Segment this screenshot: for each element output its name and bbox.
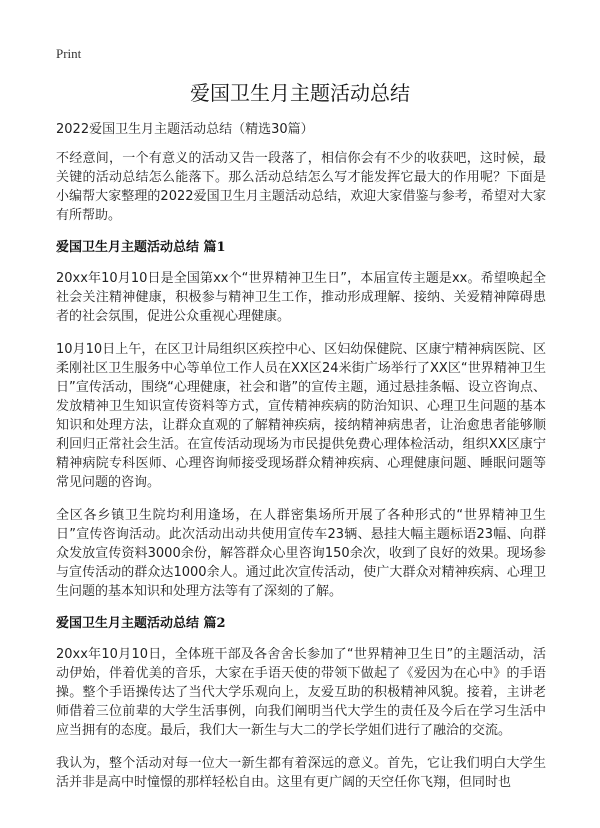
document-body [56, 121, 546, 806]
section-paragraph: 10月10日上午，在区卫计局组织区疾控中心、区妇幼保健院、区康宁精神病医院、区柔刚社区卫生服务中心等单位工作人员在XX区24米街广场举行了XX区“世界精神卫生日”宣传活动，围绕“心理健康，社会和谐”的宣传主题，通过悬挂条幅、设立咨询点、发放精神卫生知识宣传资料等方式，宣传精神疾病的防治知识、心理卫生问题的基本知识和处理方法，让群众直观的了解精神疾病，接纳精神病患者，让治愈患者能够顺利回归正常社会生活。在宣传活动现场为市民提供免费心理体检活动，组织XX区康宁精神病院专科医师、心理咨询师接受现场群众精神疾病、心理健康问题、睡眠问题等常见问题的咨询。 [56, 342, 546, 490]
section-paragraph: 全区各乡镇卫生院均利用逢场，在人群密集场所开展了各种形式的“世界精神卫生日”宣传咨询活动。此次活动出动共使用宣传车23辆、悬挂大幅主题标语23幅、向群众发放宣传资料3000余份，解答群众心里咨询150余次，收到了良好的效果。现场参与宣传活动的群众达1000余人。通过此次宣传活动，使广大群众对精神疾病、心理卫生问题的基本知识和处理方法等有了深刻的了解。 [56, 508, 546, 599]
document-title: 爱国卫生月主题活动总结 [190, 81, 410, 105]
intro-paragraph: 不经意间，一个有意义的活动又告一段落了，相信你会有不少的收获吧，这时候，最关键的活动总结怎么能落下。那么活动总结怎么写才能发挥它最大的作用呢？下面是小编帮大家整理的2022爱国卫生月主题活动总结，欢迎大家借鉴与参考，希望对大家有所帮助。 [56, 151, 546, 223]
document-subtitle: 2022爱国卫生月主题活动总结（精选30篇） [56, 122, 314, 137]
print-link[interactable]: Print [56, 46, 82, 61]
section-2 [56, 615, 546, 792]
section-paragraph: 我认为，整个活动对每一位大一新生都有着深远的意义。首先，它让我们明白大学生活并非是高中时憧憬的那样轻松自由。这里有更广阔的天空任你飞翔，但同时也 [56, 756, 546, 790]
section-1 [56, 239, 546, 601]
section-heading: 爱国卫生月主题活动总结 篇2 [56, 616, 226, 631]
section-paragraph: 20xx年10月10日是全国第xx个“世界精神卫生日”，本届宣传主题是xx。希望唤起全社会关注精神健康，积极参与精神卫生工作，推动形成理解、接纳、关爱精神障碍患者的社会氛围，促进公众重视心理健康。 [56, 271, 546, 324]
section-heading: 爱国卫生月主题活动总结 篇1 [56, 240, 226, 255]
section-paragraph: 20xx年10月10日，全体班干部及各舍舍长参加了“世界精神卫生日”的主题活动，活动伊始，伴着优美的音乐，大家在手语天使的带领下做起了《爱因为在心中》的手语操。整个手语操传达了当代大学乐观向上，友爱互助的积极精神风貌。接着，主讲老师借着三位前辈的大学生活事例，向我们阐明当代大学生的责任及今后在学习生活中应当拥有的态度。最后，我们大一新生与大二的学长学姐们进行了融洽的交流。 [56, 647, 546, 738]
